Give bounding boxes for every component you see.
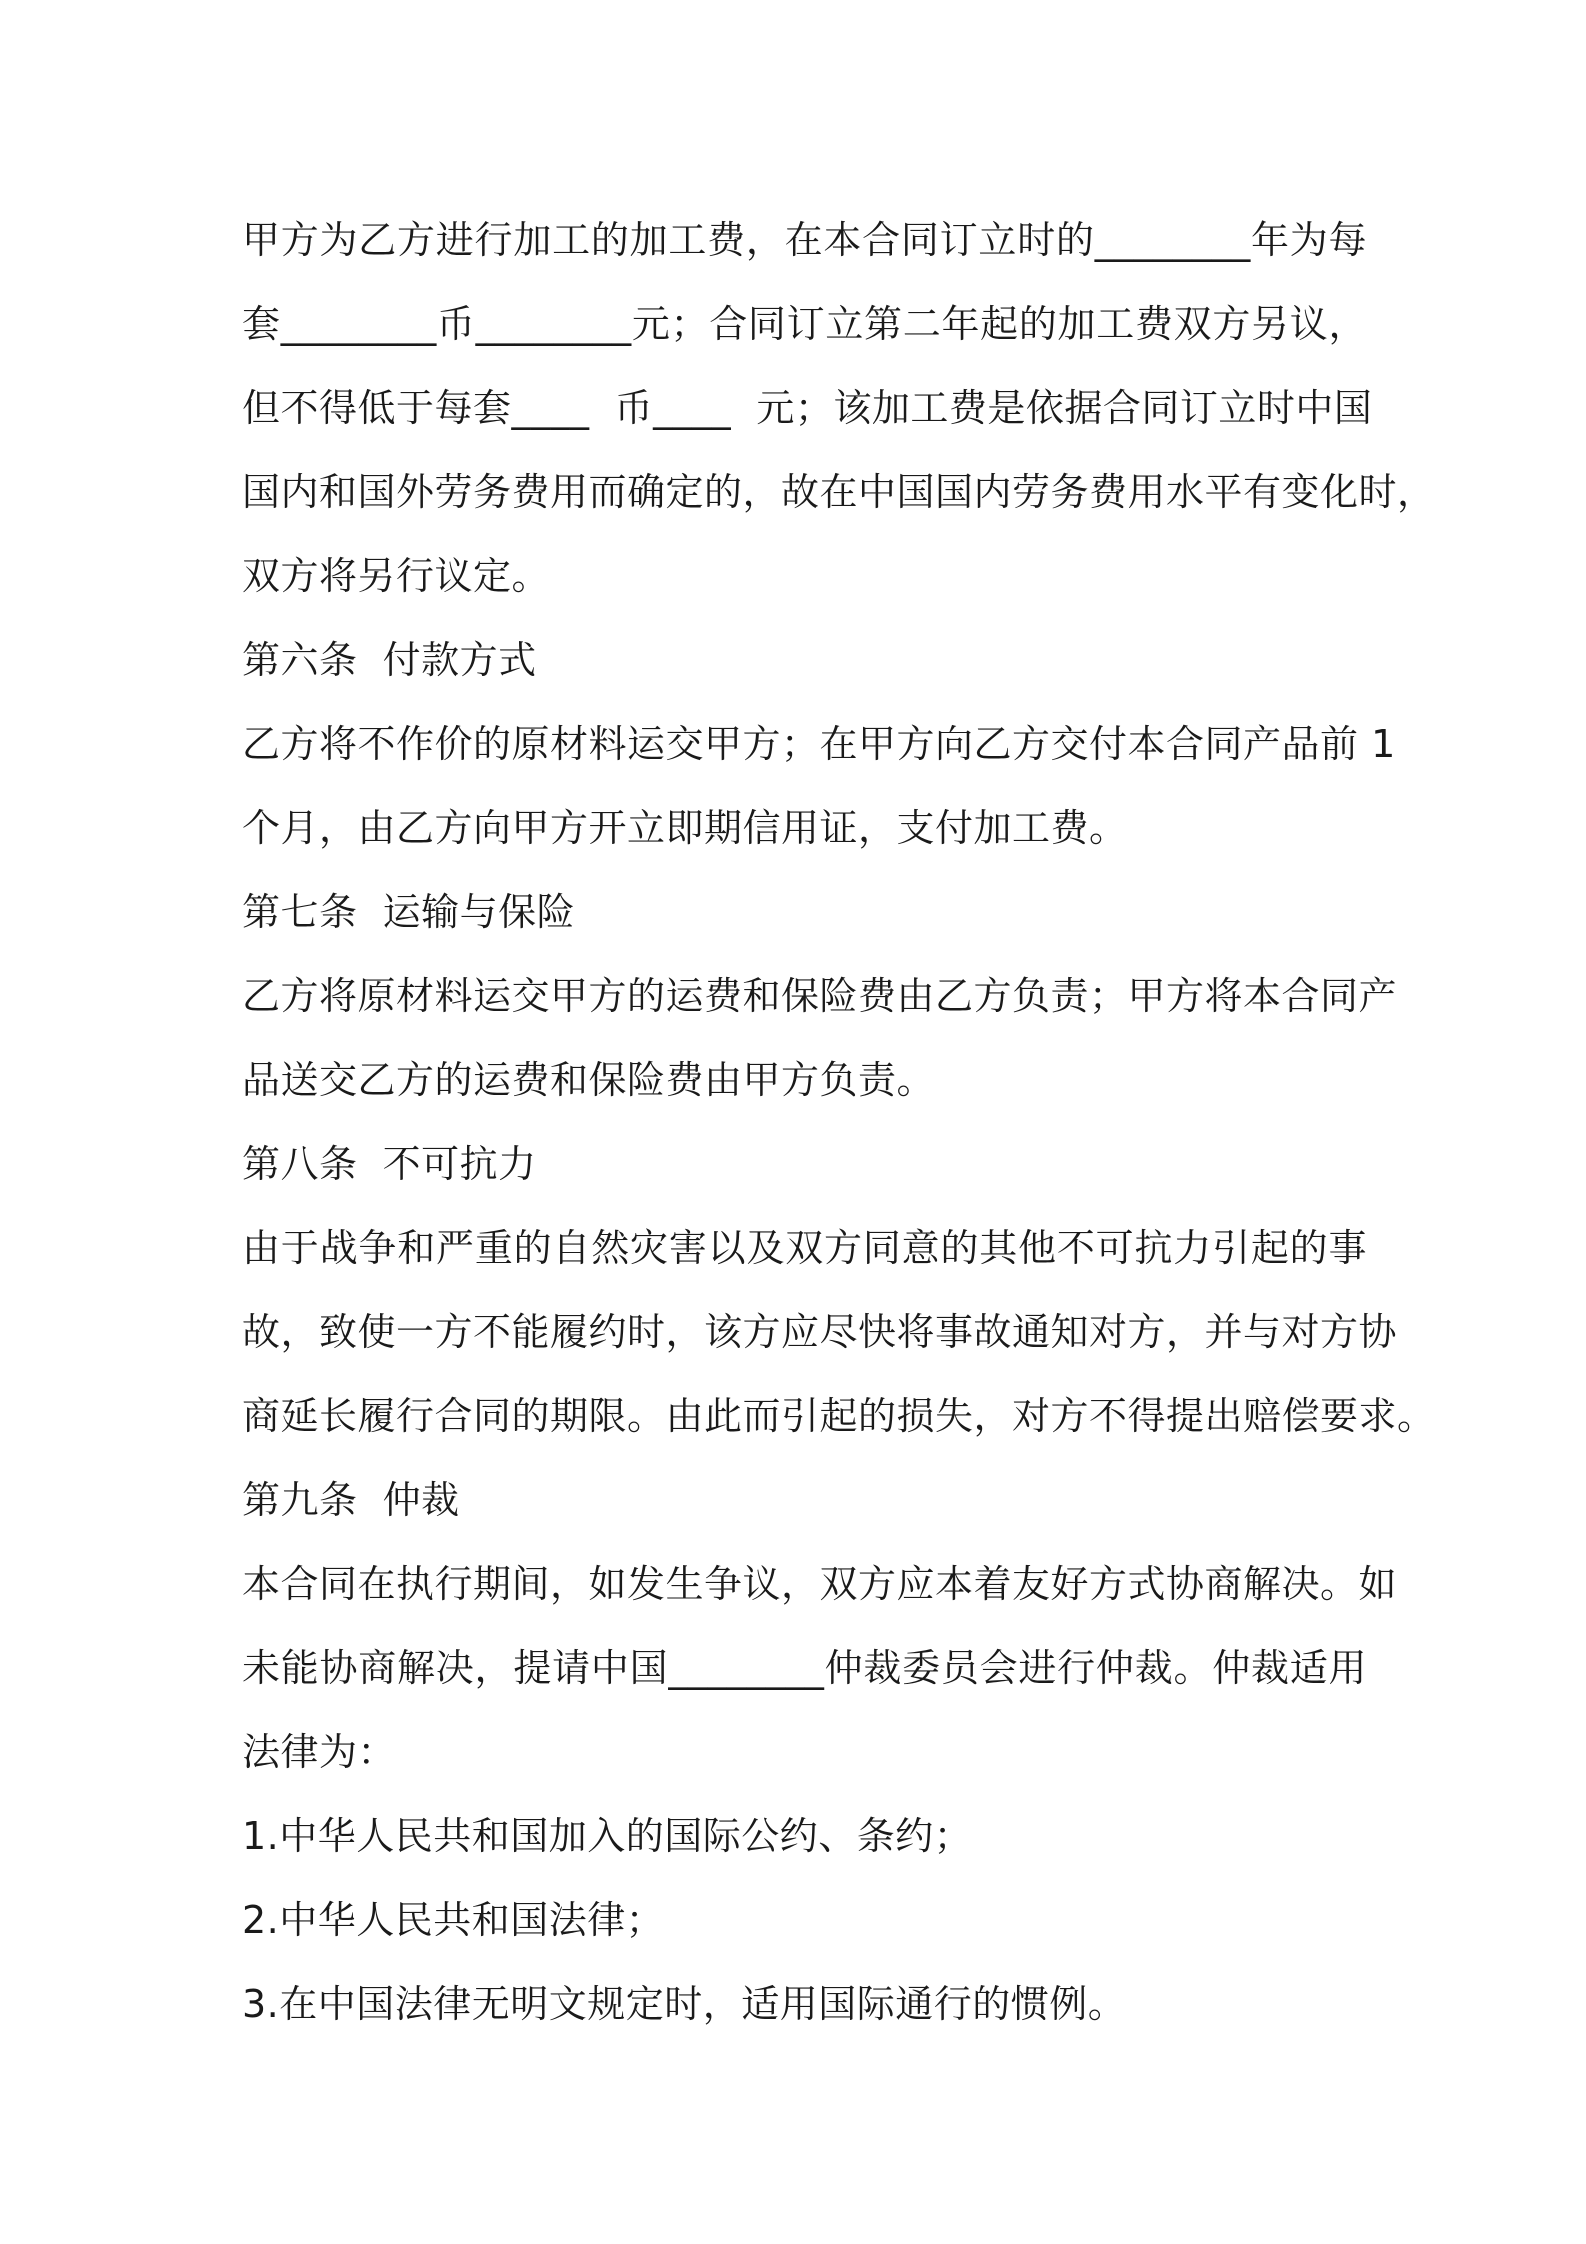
paragraph-line: 本合同在执行期间，如发生争议，双方应本着友好方式协商解决。如: [242, 1562, 1398, 1606]
paragraph-line: 由于战争和严重的自然灾害以及双方同意的其他不可抗力引起的事: [242, 1226, 1367, 1270]
paragraph-line: 品送交乙方的运费和保险费由甲方负责。: [242, 1058, 936, 1102]
paragraph-line: 乙方将不作价的原材料运交甲方；在甲方向乙方交付本合同产品前 1: [242, 722, 1396, 766]
paragraph-line: 但不得低于每套____ 币____ 元；该加工费是依据合同订立时中国: [242, 386, 1373, 430]
paragraph-line: 法律为：: [242, 1730, 397, 1774]
list-item: 1.中华人民共和国加入的国际公约、条约；: [242, 1814, 973, 1858]
paragraph-line: 国内和国外劳务费用而确定的，故在中国国内劳务费用水平有变化时，: [242, 470, 1436, 514]
section-heading-article-8: 第八条 不可抗力: [242, 1142, 537, 1186]
section-heading-article-9: 第九条 仲裁: [242, 1478, 460, 1522]
paragraph-line: 乙方将原材料运交甲方的运费和保险费由乙方负责；甲方将本合同产: [242, 974, 1398, 1018]
paragraph-line: 双方将另行议定。: [242, 554, 551, 598]
paragraph-line: 商延长履行合同的期限。由此而引起的损失，对方不得提出赔偿要求。: [242, 1394, 1436, 1438]
section-heading-article-7: 第七条 运输与保险: [242, 890, 576, 934]
list-item: 2.中华人民共和国法律；: [242, 1898, 665, 1942]
list-item: 3.在中国法律无明文规定时，适用国际通行的惯例。: [242, 1982, 1127, 2026]
paragraph-line: 故，致使一方不能履约时，该方应尽快将事故通知对方，并与对方协: [242, 1310, 1398, 1354]
paragraph-line: 甲方为乙方进行加工的加工费，在本合同订立时的________年为每: [242, 218, 1367, 262]
paragraph-line: 套________币________元；合同订立第二年起的加工费双方另议，: [242, 302, 1367, 346]
paragraph-line: 未能协商解决，提请中国________仲裁委员会进行仲裁。仲裁适用: [242, 1646, 1367, 1690]
paragraph-line: 个月，由乙方向甲方开立即期信用证，支付加工费。: [242, 806, 1128, 850]
document-body: [242, 198, 1436, 2046]
section-heading-article-6: 第六条 付款方式: [242, 638, 537, 682]
